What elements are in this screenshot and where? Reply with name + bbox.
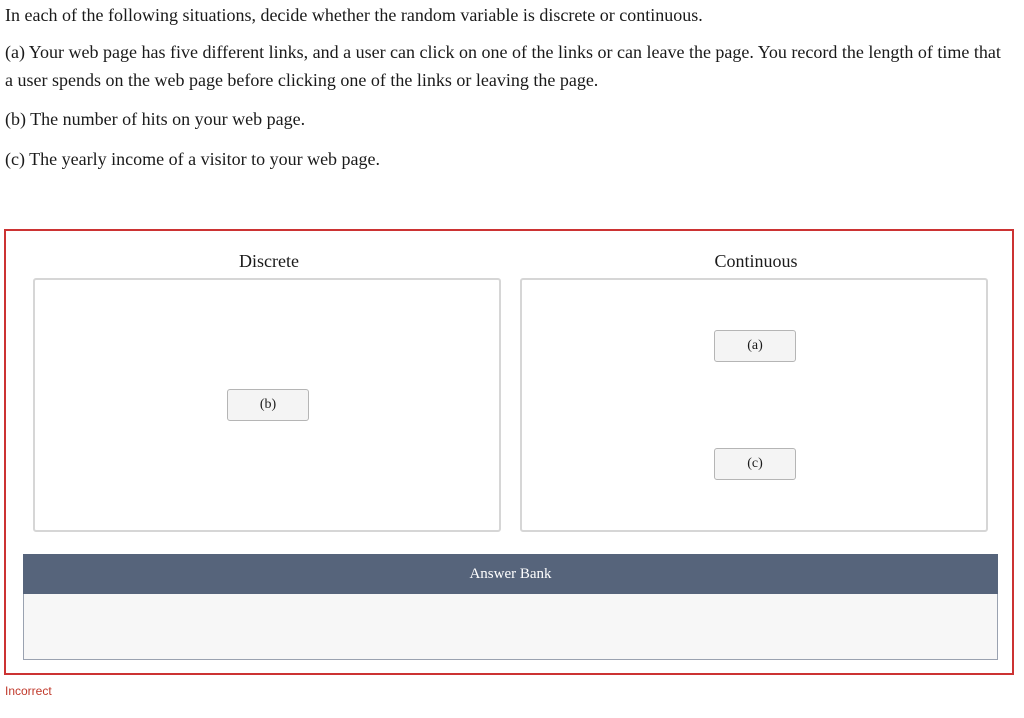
drag-drop-area: [4, 229, 1014, 675]
status-incorrect-label: Incorrect: [5, 684, 52, 698]
discrete-drop-zone[interactable]: [33, 278, 501, 532]
question-intro: In each of the following situations, decide whether the random variable is discrete or continuous.: [5, 5, 703, 25]
answer-bank-drop-zone[interactable]: [23, 594, 998, 660]
continuous-bin-title: Continuous: [714, 251, 798, 271]
question-part-b: (b) The number of hits on your web page.: [5, 109, 306, 129]
answer-bank-header: Answer Bank: [23, 554, 998, 594]
continuous-drop-zone[interactable]: [520, 278, 988, 532]
answer-chip-a[interactable]: (a): [714, 330, 796, 362]
answer-chip-c[interactable]: (c): [714, 448, 796, 480]
discrete-bin-title: Discrete: [239, 251, 299, 271]
answer-chip-b[interactable]: (b): [227, 389, 309, 421]
question-part-a: (a) Your web page has five different links, and a user can click on one of the links or can leave the page. You record the length of time that a user spends on the web page before clicking one of the links or leaving the page.: [5, 42, 1001, 90]
question-part-c: (c) The yearly income of a visitor to your web page.: [5, 149, 381, 169]
